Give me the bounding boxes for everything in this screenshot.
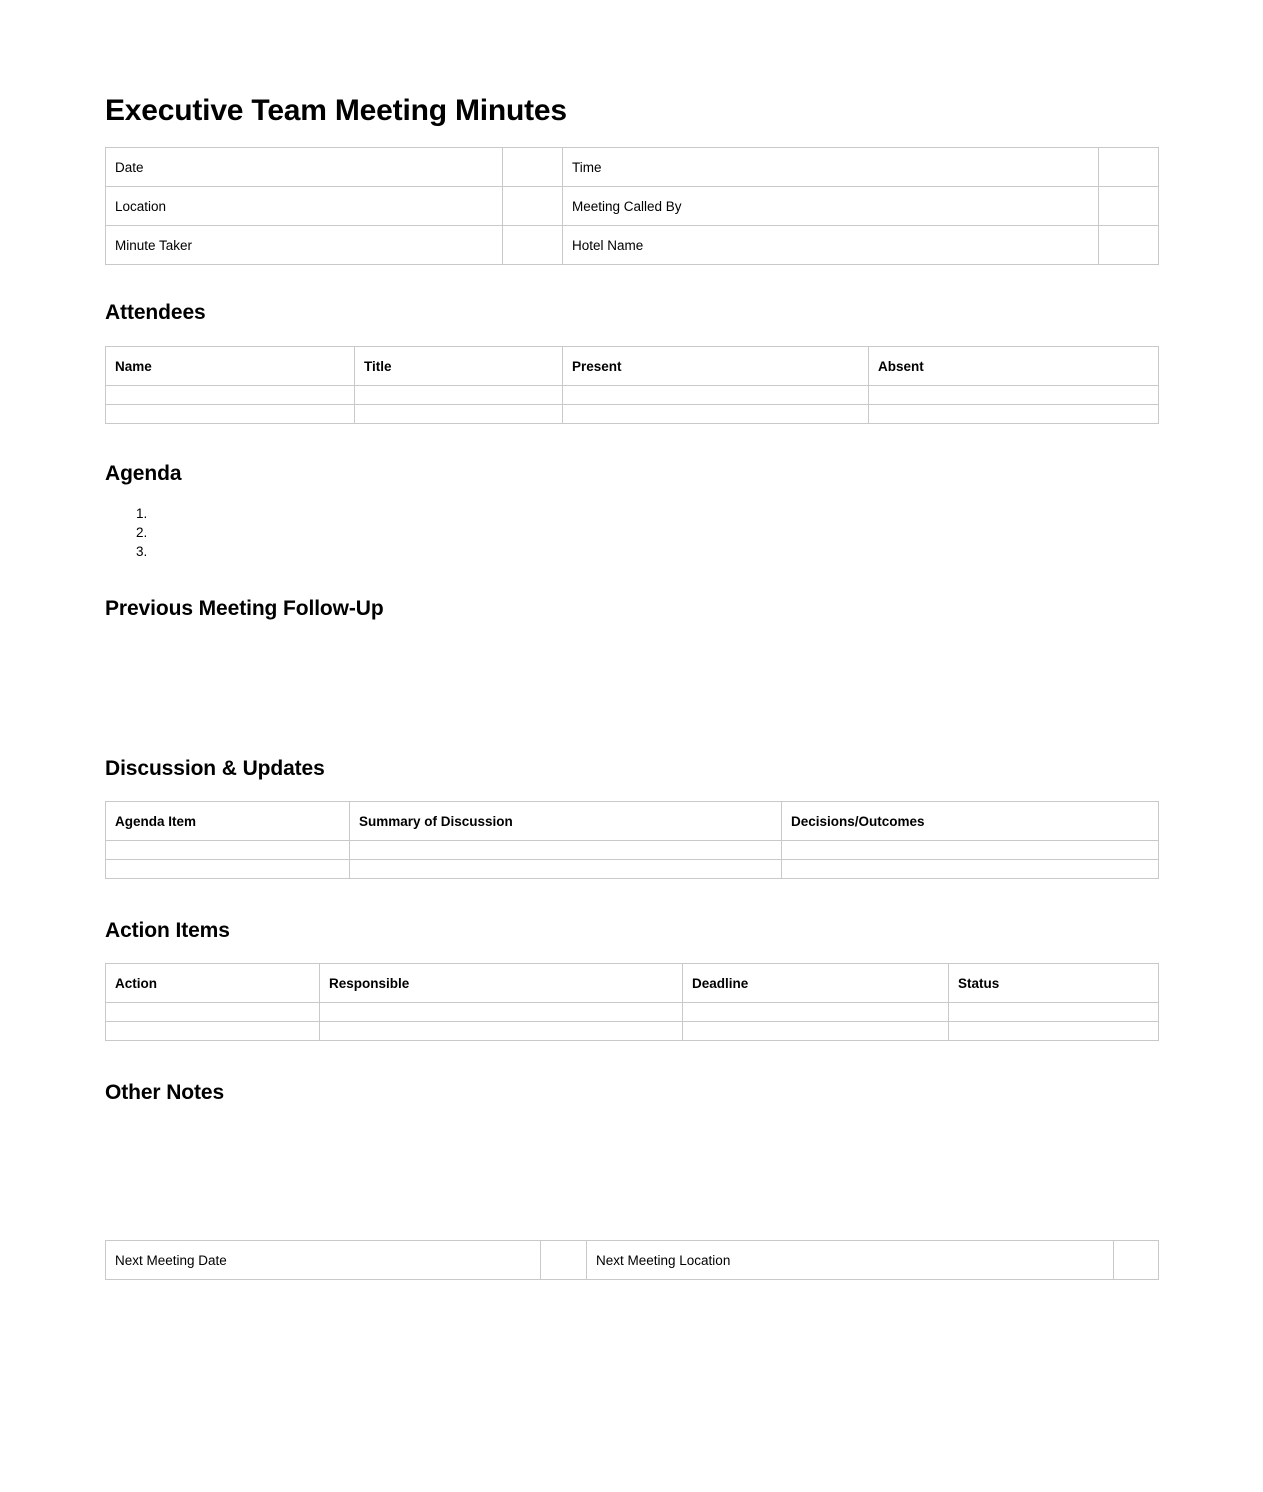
discussion-table <box>105 801 1159 879</box>
meta-value-meeting-called-by[interactable] <box>1099 187 1159 226</box>
table-row <box>106 841 1159 860</box>
discussion-cell-summary[interactable] <box>350 860 782 879</box>
discussion-cell-decisions[interactable] <box>782 841 1159 860</box>
attendees-cell-title[interactable] <box>355 386 563 405</box>
attendees-cell-title[interactable] <box>355 405 563 424</box>
meta-value-time[interactable] <box>1099 148 1159 187</box>
table-row <box>106 187 1159 226</box>
meta-label-minute-taker: Minute Taker <box>106 226 503 265</box>
attendees-cell-present[interactable] <box>563 405 869 424</box>
action-items-cell-responsible[interactable] <box>320 1003 683 1022</box>
section-title-discussion: Discussion & Updates <box>105 757 325 780</box>
table-row <box>106 405 1159 424</box>
section-title-agenda: Agenda <box>105 462 182 485</box>
action-items-col-action: Action <box>106 964 320 1003</box>
previous-follow-up-body[interactable] <box>105 640 1158 750</box>
next-meeting-date-value[interactable] <box>541 1241 587 1280</box>
table-row <box>106 860 1159 879</box>
meta-label-meeting-called-by: Meeting Called By <box>563 187 1099 226</box>
section-title-previous-follow-up: Previous Meeting Follow-Up <box>105 597 384 620</box>
table-row <box>106 386 1159 405</box>
attendees-cell-name[interactable] <box>106 405 355 424</box>
agenda-list <box>105 504 151 561</box>
section-title-action-items: Action Items <box>105 919 230 942</box>
table-row <box>106 1241 1159 1280</box>
meta-label-date: Date <box>106 148 503 187</box>
attendees-cell-absent[interactable] <box>869 386 1159 405</box>
table-row <box>106 1003 1159 1022</box>
table-header-row <box>106 802 1159 841</box>
meta-value-hotel-name[interactable] <box>1099 226 1159 265</box>
meta-value-minute-taker[interactable] <box>503 226 563 265</box>
action-items-col-responsible: Responsible <box>320 964 683 1003</box>
discussion-col-decisions: Decisions/Outcomes <box>782 802 1159 841</box>
discussion-cell-agenda-item[interactable] <box>106 841 350 860</box>
attendees-col-name: Name <box>106 347 355 386</box>
action-items-table <box>105 963 1159 1041</box>
action-items-col-status: Status <box>949 964 1159 1003</box>
attendees-cell-present[interactable] <box>563 386 869 405</box>
discussion-cell-summary[interactable] <box>350 841 782 860</box>
attendees-table <box>105 346 1159 424</box>
meta-value-date[interactable] <box>503 148 563 187</box>
table-row <box>106 226 1159 265</box>
attendees-col-present: Present <box>563 347 869 386</box>
other-notes-body[interactable] <box>105 1124 1158 1236</box>
action-items-cell-status[interactable] <box>949 1022 1159 1041</box>
discussion-col-agenda-item: Agenda Item <box>106 802 350 841</box>
action-items-col-deadline: Deadline <box>683 964 949 1003</box>
table-header-row <box>106 964 1159 1003</box>
next-meeting-table <box>105 1240 1159 1280</box>
meta-value-location[interactable] <box>503 187 563 226</box>
action-items-cell-action[interactable] <box>106 1003 320 1022</box>
meeting-info-table <box>105 147 1159 265</box>
attendees-cell-absent[interactable] <box>869 405 1159 424</box>
discussion-cell-agenda-item[interactable] <box>106 860 350 879</box>
meta-label-hotel-name: Hotel Name <box>563 226 1099 265</box>
next-meeting-location-value[interactable] <box>1114 1241 1159 1280</box>
table-row <box>106 148 1159 187</box>
section-title-other-notes: Other Notes <box>105 1081 225 1104</box>
discussion-col-summary: Summary of Discussion <box>350 802 782 841</box>
action-items-cell-deadline[interactable] <box>683 1003 949 1022</box>
meta-label-time: Time <box>563 148 1099 187</box>
next-meeting-location-label: Next Meeting Location <box>587 1241 1114 1280</box>
attendees-col-absent: Absent <box>869 347 1159 386</box>
action-items-cell-status[interactable] <box>949 1003 1159 1022</box>
action-items-cell-action[interactable] <box>106 1022 320 1041</box>
next-meeting-date-label: Next Meeting Date <box>106 1241 541 1280</box>
action-items-cell-deadline[interactable] <box>683 1022 949 1041</box>
discussion-cell-decisions[interactable] <box>782 860 1159 879</box>
attendees-cell-name[interactable] <box>106 386 355 405</box>
table-header-row <box>106 347 1159 386</box>
page-title: Executive Team Meeting Minutes <box>105 94 567 127</box>
section-title-attendees: Attendees <box>105 301 206 324</box>
action-items-cell-responsible[interactable] <box>320 1022 683 1041</box>
attendees-col-title: Title <box>355 347 563 386</box>
table-row <box>106 1022 1159 1041</box>
meta-label-location: Location <box>106 187 503 226</box>
